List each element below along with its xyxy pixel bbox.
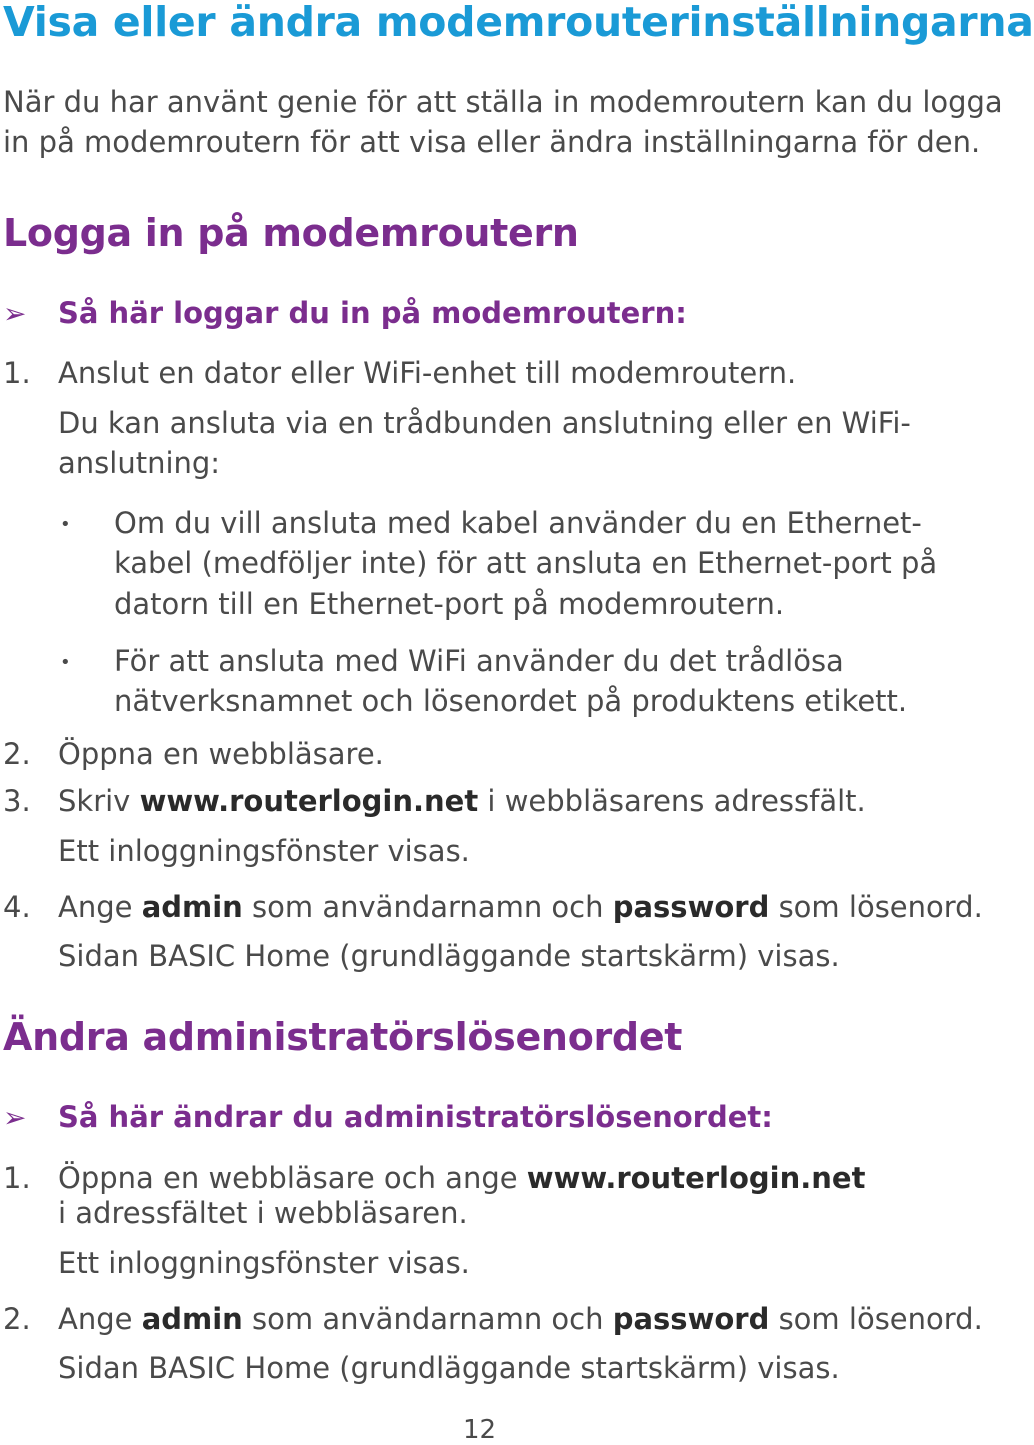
step-text: Anslut en dator eller WiFi-enhet till modemroutern.	[58, 356, 797, 390]
step-text: Ange admin som användarnamn och password som lösenord.	[58, 890, 983, 924]
step-sub-line-2: anslutning:	[58, 446, 221, 480]
intro-line-2: in på modemroutern för att visa eller ändra inställningarna för den.	[3, 125, 981, 159]
page-title: Visa eller ändra modemrouterinställningarna	[3, 0, 1034, 46]
bullet-text-line: Om du vill ansluta med kabel använder du en Ethernet-	[114, 506, 922, 540]
step-number: 4.	[3, 890, 31, 924]
password-text: password	[612, 1302, 770, 1336]
section-heading-admin-password: Ändra administratörslösenordet	[3, 1015, 683, 1059]
bullet-text-line: nätverksnamnet och lösenordet på produktens etikett.	[114, 684, 908, 718]
step-sub: Ett inloggningsfönster visas.	[58, 834, 470, 868]
bullet-text-line: datorn till en Ethernet-port på modemroutern.	[114, 587, 785, 621]
section-heading-login: Logga in på modemroutern	[3, 211, 579, 255]
page-number: 12	[463, 1415, 497, 1445]
step-text: Skriv www.routerlogin.net i webbläsarens adressfält.	[58, 784, 866, 818]
arrow-icon: ➢	[3, 297, 27, 330]
step-number: 3.	[3, 784, 31, 818]
bullet-text-line: kabel (medföljer inte) för att ansluta en Ethernet-port på	[114, 546, 938, 580]
step-text-line-2: i adressfältet i webbläsaren.	[58, 1196, 468, 1230]
url-text: www.routerlogin.net	[526, 1161, 866, 1195]
step-number: 1.	[3, 356, 31, 390]
username-text: admin	[141, 1302, 243, 1336]
procedure-title-login: Så här loggar du in på modemroutern:	[58, 296, 687, 330]
arrow-icon: ➢	[3, 1101, 27, 1134]
step-sub: Ett inloggningsfönster visas.	[58, 1246, 470, 1280]
step-text: Öppna en webbläsare.	[58, 737, 384, 771]
step-text: Ange admin som användarnamn och password som lösenord.	[58, 1302, 983, 1336]
username-text: admin	[141, 890, 243, 924]
bullet-icon: •	[60, 652, 71, 673]
step-number: 2.	[3, 1302, 31, 1336]
step-sub: Sidan BASIC Home (grundläggande startskärm) visas.	[58, 939, 840, 973]
step-text: Öppna en webbläsare och ange www.routerlogin.net	[58, 1161, 866, 1195]
step-number: 1.	[3, 1161, 31, 1195]
bullet-text-line: För att ansluta med WiFi använder du det trådlösa	[114, 644, 844, 678]
password-text: password	[612, 890, 770, 924]
bullet-icon: •	[60, 514, 71, 535]
step-number: 2.	[3, 737, 31, 771]
intro-line-1: När du har använt genie för att ställa in modemroutern kan du logga	[3, 85, 1003, 119]
procedure-title-admin-password: Så här ändrar du administratörslösenordet:	[58, 1100, 773, 1134]
url-text: www.routerlogin.net	[139, 784, 479, 818]
step-sub-line-1: Du kan ansluta via en trådbunden anslutning eller en WiFi-	[58, 406, 911, 440]
step-sub: Sidan BASIC Home (grundläggande startskärm) visas.	[58, 1351, 840, 1385]
